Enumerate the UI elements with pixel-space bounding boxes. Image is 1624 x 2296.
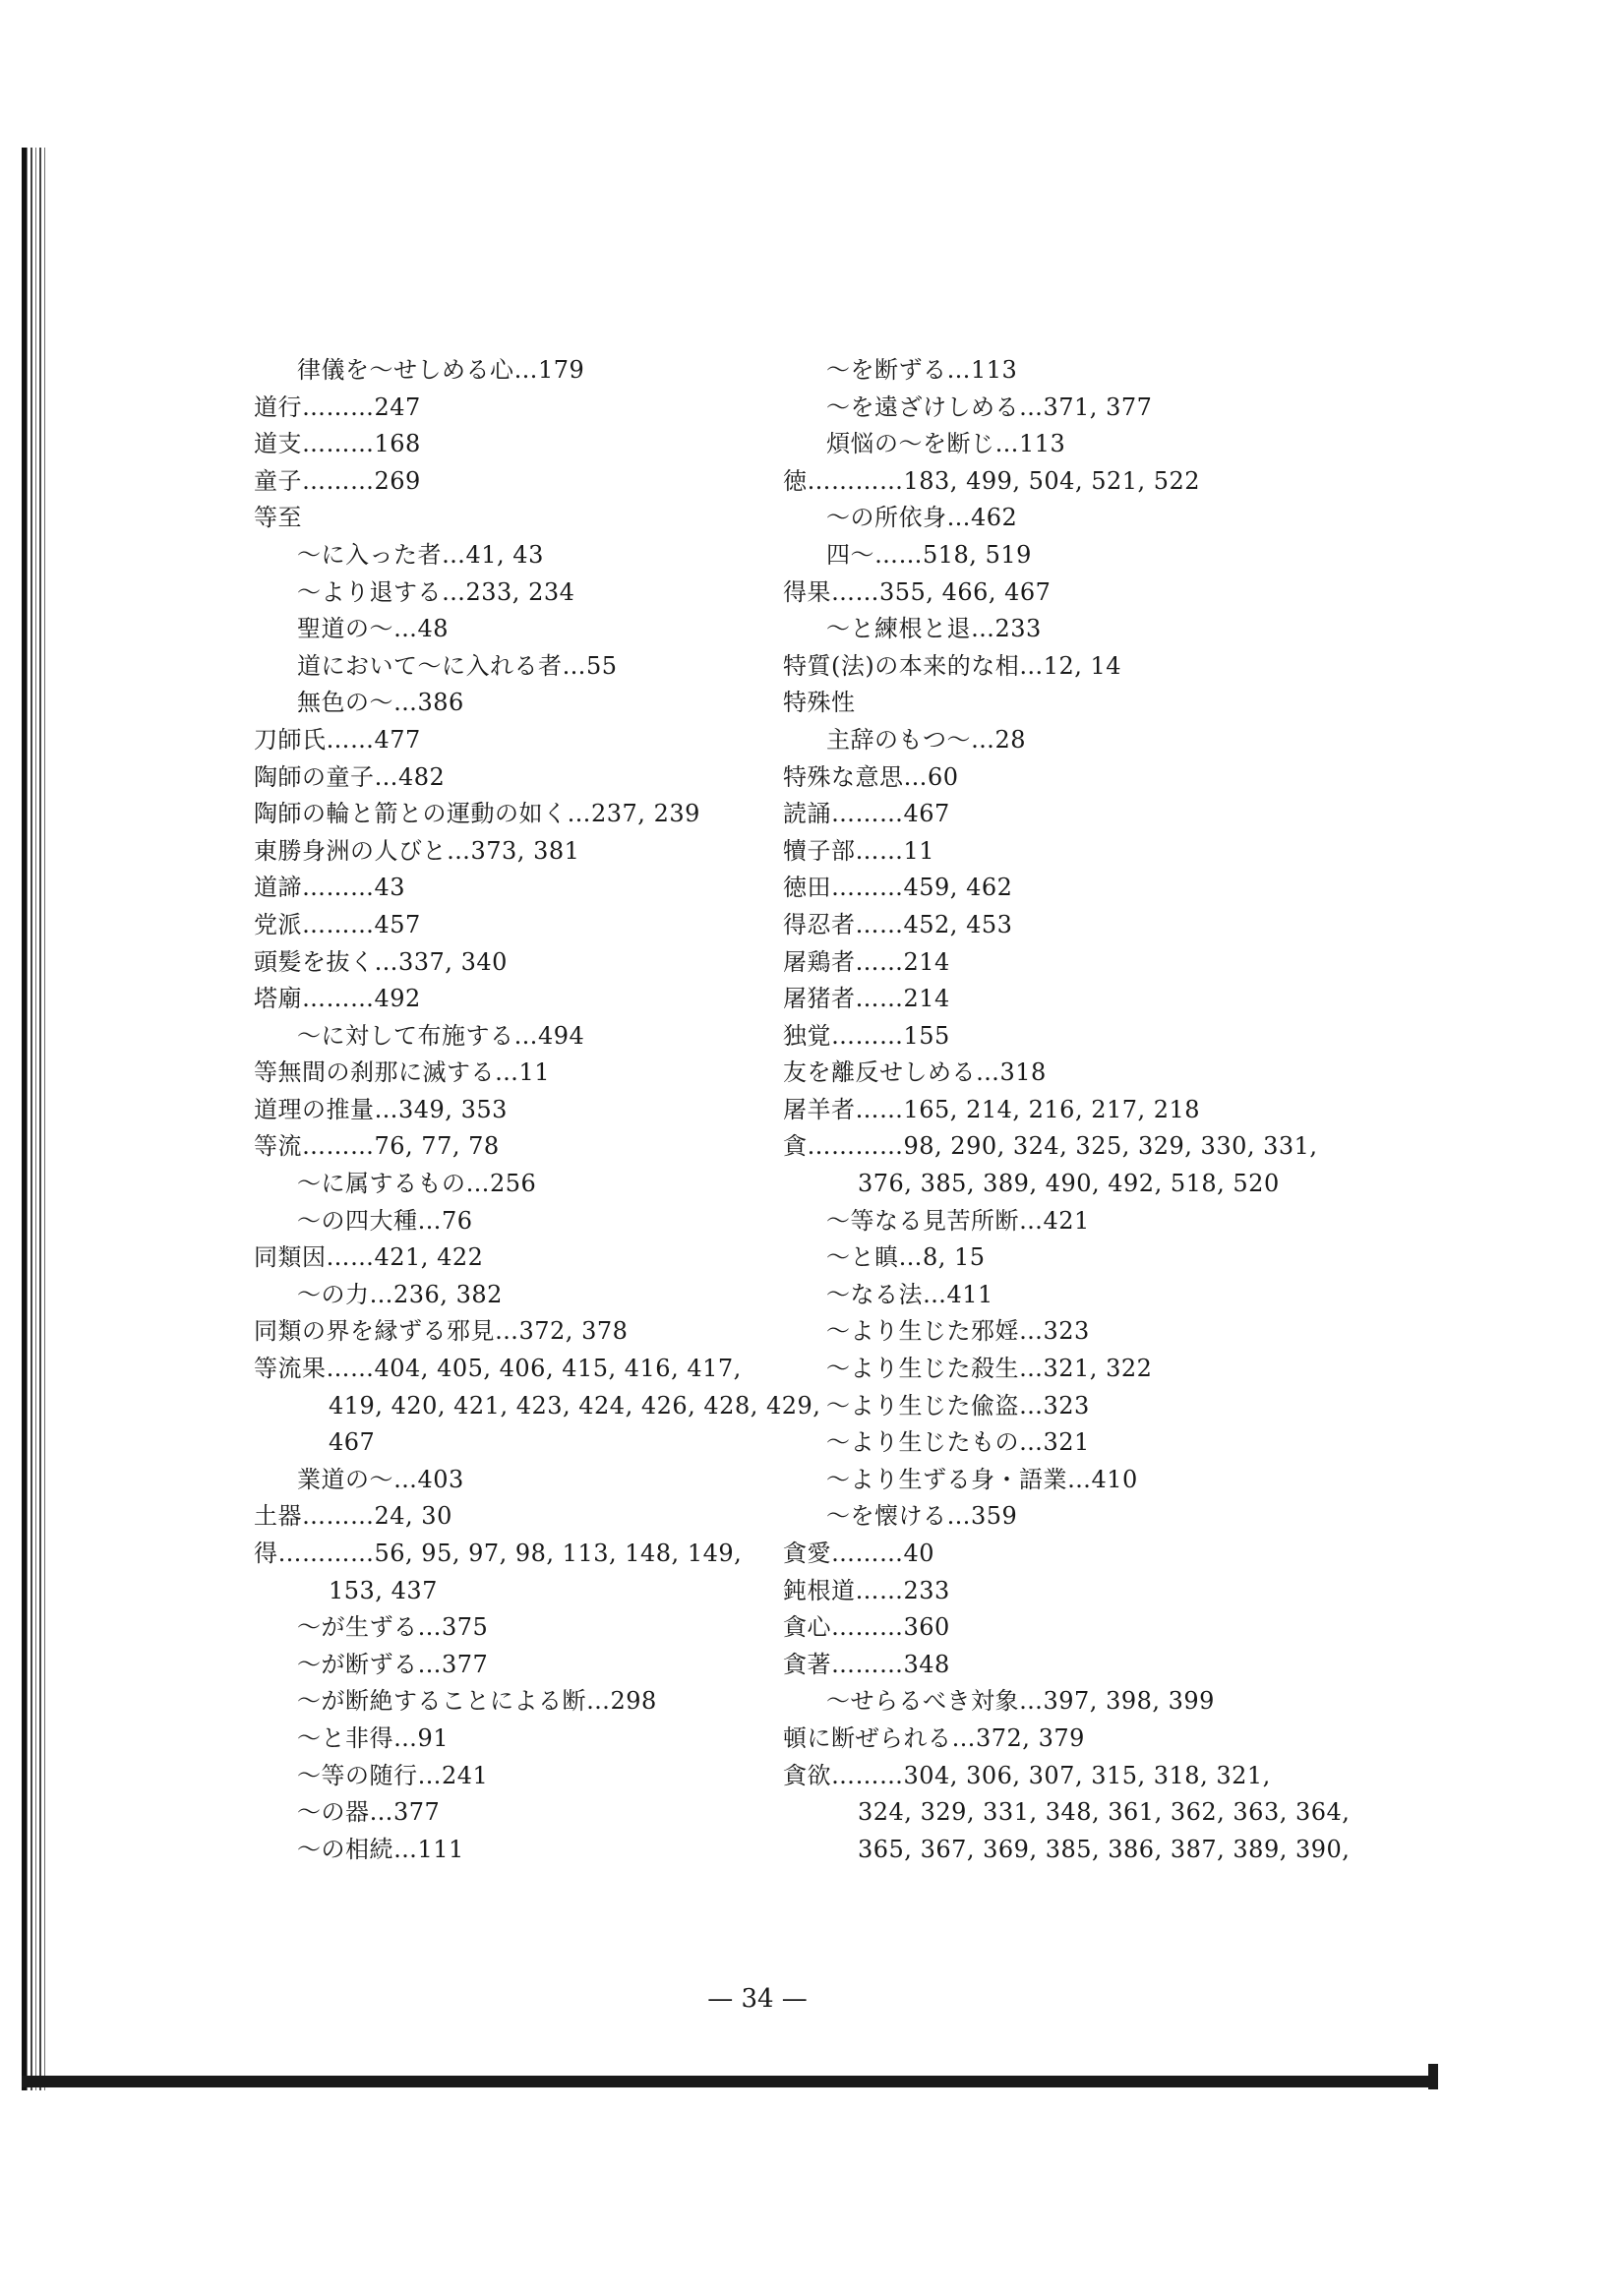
index-entry: ～が断ずる…377 xyxy=(297,1650,489,1678)
index-entry: 党派………457 xyxy=(254,910,421,938)
index-entry: ～が生ずる…375 xyxy=(297,1613,489,1642)
index-entry: ～と非得…91 xyxy=(297,1723,450,1752)
index-entry: ～の相続…111 xyxy=(297,1835,464,1863)
index-entry: 屠鶏者……214 xyxy=(783,947,950,976)
index-entry: 道行………247 xyxy=(254,393,421,421)
index-entry: 特殊性 xyxy=(783,689,856,717)
index-entry: 律儀を～せしめる心…179 xyxy=(297,356,585,384)
index-entry: 得忍者……452, 453 xyxy=(783,910,1013,938)
index-entry: 童子………269 xyxy=(254,466,421,495)
index-entry: 等無間の刹那に滅する…11 xyxy=(254,1058,551,1087)
index-entry: 324, 329, 331, 348, 361, 362, 363, 364, xyxy=(858,1798,1351,1827)
index-entry: ～等なる見苦所断…421 xyxy=(826,1206,1090,1235)
index-entry: 陶師の童子…482 xyxy=(254,762,446,791)
index-entry: 友を離反せしめる…318 xyxy=(783,1058,1047,1087)
index-entry: 頭髪を抜く…337, 340 xyxy=(254,947,508,976)
index-entry: 376, 385, 389, 490, 492, 518, 520 xyxy=(858,1170,1280,1198)
index-entry: 貪…………98, 290, 324, 325, 329, 330, 331, xyxy=(783,1132,1318,1161)
index-entry: ～なる法…411 xyxy=(826,1280,993,1308)
index-entry: 塔廟………492 xyxy=(254,985,421,1013)
index-column-right xyxy=(783,352,1351,1868)
index-entry: 貪欲………304, 306, 307, 315, 318, 321, xyxy=(783,1761,1271,1789)
index-entry: 貪心………360 xyxy=(783,1613,950,1642)
index-entry: 貪著………348 xyxy=(783,1650,950,1678)
index-entry: 道諦………43 xyxy=(254,874,406,902)
index-entry: ～の器…377 xyxy=(297,1798,441,1827)
index-entry: ～を断ずる…113 xyxy=(826,356,1018,384)
index-entry: 犢子部……11 xyxy=(783,836,935,865)
index-entry: 467 xyxy=(329,1428,376,1457)
index-entry: 同類因……421, 422 xyxy=(254,1243,484,1272)
index-entry: 業道の～…403 xyxy=(297,1465,464,1493)
index-entry: ～の四大種…76 xyxy=(297,1206,473,1235)
index-entry: 貪愛………40 xyxy=(783,1540,935,1567)
index-entry: ～等の随行…241 xyxy=(297,1761,489,1789)
index-entry: 特殊な意思…60 xyxy=(783,762,959,791)
index-entry: 等流………76, 77, 78 xyxy=(254,1132,500,1161)
index-entry: ～の所依身…462 xyxy=(826,504,1018,532)
index-entry: ～に属するもの…256 xyxy=(297,1170,537,1198)
page-number: — 34 — xyxy=(707,1984,808,2014)
index-entry: 主辞のもつ～…28 xyxy=(826,725,1027,754)
index-entry: ～より退する…233, 234 xyxy=(297,577,575,606)
index-entry: 徳田………459, 462 xyxy=(783,874,1013,902)
index-entry: 屠羊者……165, 214, 216, 217, 218 xyxy=(783,1095,1201,1123)
index-entry: 得果……355, 466, 467 xyxy=(783,577,1052,606)
index-entry: ～を遠ざけしめる…371, 377 xyxy=(826,393,1153,421)
index-entry: ～に対して布施する…494 xyxy=(297,1021,585,1050)
index-entry: ～と練根と退…233 xyxy=(826,615,1042,643)
index-entry: 煩悩の～を断じ…113 xyxy=(826,430,1066,458)
index-entry: 等流果……404, 405, 406, 415, 416, 417, xyxy=(254,1355,742,1383)
index-entry: 419, 420, 421, 423, 424, 426, 428, 429, xyxy=(329,1391,821,1420)
index-entry: 屠猪者……214 xyxy=(783,985,950,1013)
index-entry: 四～……518, 519 xyxy=(826,540,1032,569)
index-entry: 陶師の輪と箭との運動の如く…237, 239 xyxy=(254,800,700,828)
index-entry: 153, 437 xyxy=(329,1576,438,1604)
index-entry: ～より生じた偸盗…323 xyxy=(826,1391,1090,1420)
index-entry: 土器………24, 30 xyxy=(254,1502,452,1531)
index-entry: ～を懐ける…359 xyxy=(826,1502,1018,1531)
index-entry: 独覚………155 xyxy=(783,1021,950,1050)
index-entry: 同類の界を縁ずる邪見…372, 378 xyxy=(254,1317,629,1346)
index-entry: 鈍根道……233 xyxy=(783,1576,950,1604)
index-entry: ～せらるべき対象…397, 398, 399 xyxy=(826,1687,1215,1716)
index-entry: 道理の推量…349, 353 xyxy=(254,1095,508,1123)
index-entry: 得…………56, 95, 97, 98, 113, 148, 149, xyxy=(254,1540,743,1567)
index-entry: 365, 367, 369, 385, 386, 387, 389, 390, xyxy=(858,1835,1351,1863)
page-bottom-edge xyxy=(22,2076,1438,2087)
index-entry: ～と瞋…8, 15 xyxy=(826,1243,986,1272)
index-entry: ～より生じた邪婬…323 xyxy=(826,1317,1090,1346)
index-entry: ～の力…236, 382 xyxy=(297,1280,503,1308)
index-entry: 東勝身洲の人びと…373, 381 xyxy=(254,836,580,865)
index-entry: 読誦………467 xyxy=(783,800,950,828)
index-entry: 道支………168 xyxy=(254,430,421,458)
index-entry: ～に入った者…41, 43 xyxy=(297,540,544,569)
page-corner-mark xyxy=(1428,2064,1438,2089)
index-entry: 頓に断ぜられる…372, 379 xyxy=(783,1723,1085,1752)
index-entry: ～より生ずる身・語業…410 xyxy=(826,1465,1138,1493)
index-entry: ～より生じたもの…321 xyxy=(826,1428,1090,1457)
index-entry: 等至 xyxy=(254,504,302,532)
index-entry: 徳…………183, 499, 504, 521, 522 xyxy=(783,466,1201,495)
index-entry: 聖道の～…48 xyxy=(297,615,450,643)
index-entry: ～が断絶することによる断…298 xyxy=(297,1687,657,1716)
index-entry: 道において～に入れる者…55 xyxy=(297,651,618,680)
index-entry: 刀師氏……477 xyxy=(254,725,421,754)
index-entry: 特質(法)の本来的な相…12, 14 xyxy=(783,651,1122,680)
book-spine-edge xyxy=(22,148,27,2090)
index-entry: 無色の～…386 xyxy=(297,689,464,717)
index-entry: ～より生じた殺生…321, 322 xyxy=(826,1355,1153,1383)
